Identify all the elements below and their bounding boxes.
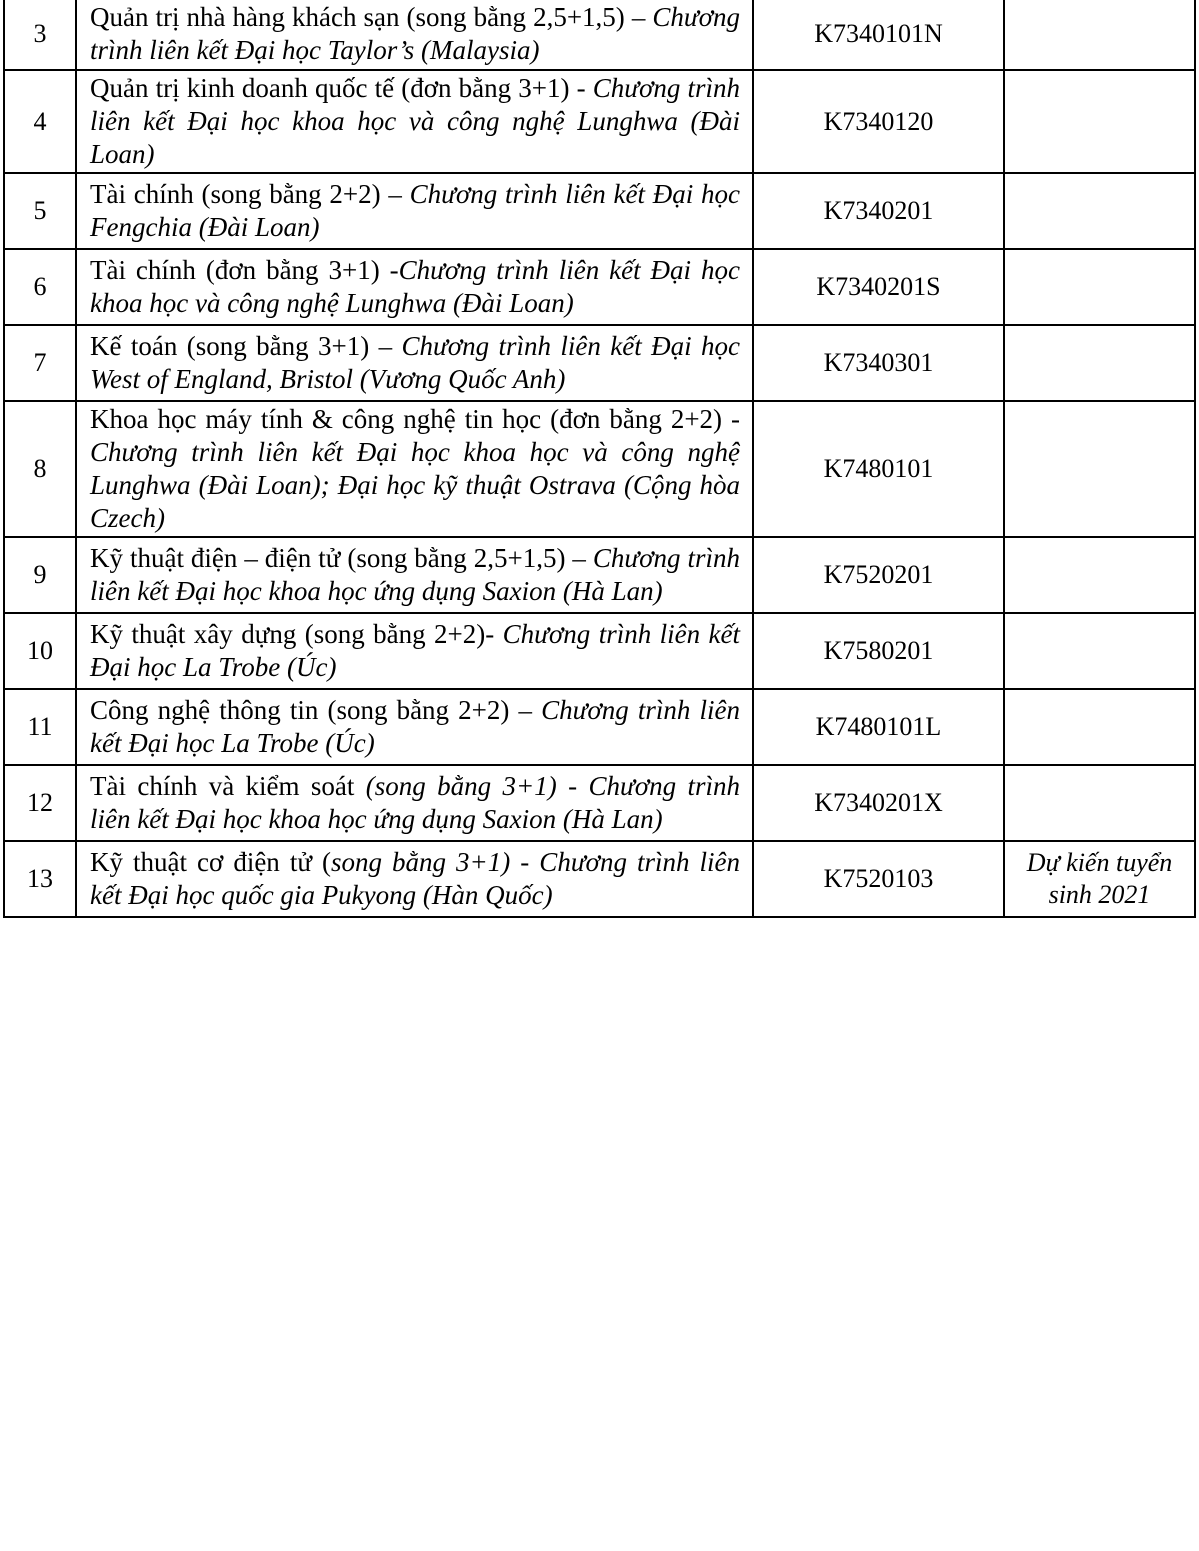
program-name-plain: Quản trị nhà hàng khách sạn (song bằng 2,5+1,5) – xyxy=(90,2,653,32)
program-name-italic: Chương trình liên kết Đại học khoa học ứng dụng Saxion (Hà Lan) xyxy=(90,543,741,606)
table-row xyxy=(4,173,1195,249)
program-name-plain: Tài chính (song bằng 2+2) – xyxy=(90,179,410,209)
table-row xyxy=(4,841,1195,917)
table-row xyxy=(4,249,1195,325)
row-number: 8 xyxy=(4,401,76,537)
program-name-plain: Công nghệ thông tin (song bằng 2+2) – xyxy=(90,695,542,725)
program-name-italic: Chương trình liên kết Đại học Taylor’s (Malaysia) xyxy=(90,2,740,65)
program-name-italic: Chương trình liên kết Đại học khoa học và công nghệ Lunghwa (Đài Loan) xyxy=(90,73,740,169)
row-number: 5 xyxy=(4,173,76,249)
program-name xyxy=(76,401,753,537)
program-note xyxy=(1004,325,1195,401)
program-name xyxy=(76,689,753,765)
row-number: 10 xyxy=(4,613,76,689)
program-name-plain: Kỹ thuật cơ điện tử ( xyxy=(90,847,331,877)
program-name-italic: Chương trình liên kết Đại học West of England, Bristol (Vương Quốc Anh) xyxy=(90,331,740,394)
program-name-plain: Kỹ thuật điện – điện tử (song bằng 2,5+1,5) – xyxy=(90,543,593,573)
program-code: K7340301 xyxy=(753,325,1004,401)
program-note xyxy=(1004,173,1195,249)
program-name-italic: (song bằng 3+1) - Chương trình liên kết Đại học khoa học ứng dụng Saxion (Hà Lan) xyxy=(90,771,740,834)
table-row xyxy=(4,401,1195,537)
program-note xyxy=(1004,70,1195,173)
program-name-plain: Tài chính và kiểm soát xyxy=(90,771,366,801)
program-name-plain: Tài chính (đơn bằng 3+1) - xyxy=(90,255,399,285)
program-note: Dự kiến tuyển sinh 2021 xyxy=(1004,841,1195,917)
program-name xyxy=(76,0,753,70)
program-name xyxy=(76,841,753,917)
program-note xyxy=(1004,401,1195,537)
table-row xyxy=(4,325,1195,401)
program-note xyxy=(1004,537,1195,613)
table-row xyxy=(4,613,1195,689)
program-name-italic: Chương trình liên kết Đại học La Trobe (Úc) xyxy=(90,695,740,758)
program-code: K7520201 xyxy=(753,537,1004,613)
program-note xyxy=(1004,0,1195,70)
program-table xyxy=(3,0,1196,918)
program-name xyxy=(76,249,753,325)
row-number: 3 xyxy=(4,0,76,70)
program-code: K7340101N xyxy=(753,0,1004,70)
table-row xyxy=(4,537,1195,613)
program-name-italic: Chương trình liên kết Đại học La Trobe (Úc) xyxy=(90,619,740,682)
program-name-italic: Chương trình liên kết Đại học khoa học và công nghệ Lunghwa (Đài Loan); Đại học kỹ thuật Ostrava (Cộng hòa Czech) xyxy=(90,437,740,533)
row-number: 6 xyxy=(4,249,76,325)
program-name xyxy=(76,173,753,249)
table-row xyxy=(4,0,1195,70)
program-code: K7340201 xyxy=(753,173,1004,249)
program-code: K7340201S xyxy=(753,249,1004,325)
program-note xyxy=(1004,613,1195,689)
program-note xyxy=(1004,249,1195,325)
program-name-italic: song bằng 3+1) - Chương trình liên kết Đại học quốc gia Pukyong (Hàn Quốc) xyxy=(90,847,741,910)
program-code: K7480101 xyxy=(753,401,1004,537)
table-row xyxy=(4,70,1195,173)
program-code: K7340120 xyxy=(753,70,1004,173)
program-name-plain: Quản trị kinh doanh quốc tế (đơn bằng 3+1) - xyxy=(90,73,593,103)
program-name xyxy=(76,537,753,613)
program-name xyxy=(76,613,753,689)
program-note xyxy=(1004,689,1195,765)
program-name-plain: Khoa học máy tính & công nghệ tin học (đơn bằng 2+2) - xyxy=(90,404,740,434)
row-number: 7 xyxy=(4,325,76,401)
program-code: K7520103 xyxy=(753,841,1004,917)
program-name-plain: Kế toán (song bằng 3+1) – xyxy=(90,331,402,361)
program-name xyxy=(76,765,753,841)
row-number: 9 xyxy=(4,537,76,613)
program-note xyxy=(1004,765,1195,841)
row-number: 12 xyxy=(4,765,76,841)
row-number: 11 xyxy=(4,689,76,765)
program-name xyxy=(76,70,753,173)
row-number: 13 xyxy=(4,841,76,917)
program-name-italic: Chương trình liên kết Đại học khoa học và công nghệ Lunghwa (Đài Loan) xyxy=(90,255,740,318)
program-code: K7340201X xyxy=(753,765,1004,841)
program-name xyxy=(76,325,753,401)
row-number: 4 xyxy=(4,70,76,173)
program-code: K7480101L xyxy=(753,689,1004,765)
program-code: K7580201 xyxy=(753,613,1004,689)
table-row xyxy=(4,765,1195,841)
table-row xyxy=(4,689,1195,765)
program-name-italic: Chương trình liên kết Đại học Fengchia (Đài Loan) xyxy=(90,179,740,242)
program-name-plain: Kỹ thuật xây dựng (song bằng 2+2)- xyxy=(90,619,503,649)
